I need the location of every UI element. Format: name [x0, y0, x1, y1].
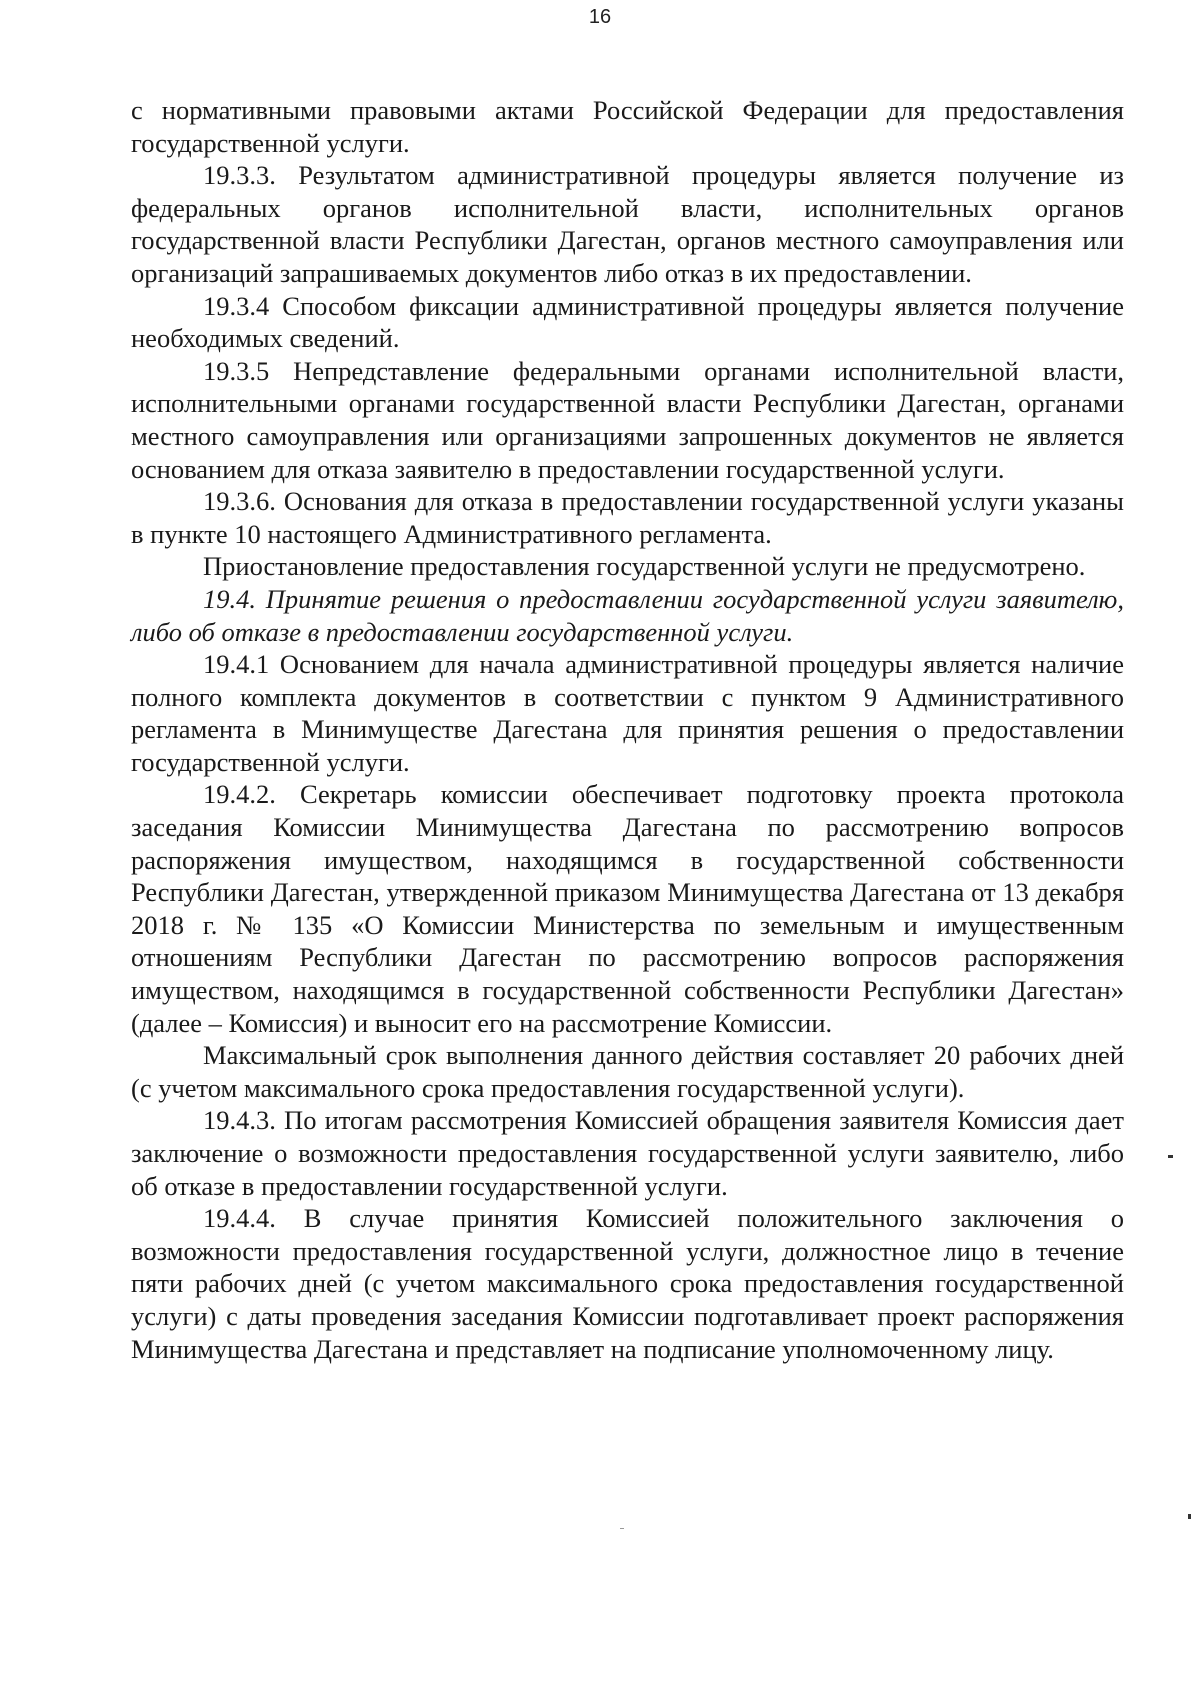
paragraph-suspension: Приостановление предоставления государственной услуги не предусмотрено.	[203, 551, 1086, 582]
paragraph-19-4-4: 19.4.4. В случае принятия Комиссией положительного заключения о возможности предоставления государственной услуги, должностное лицо в течение пяти рабочих дней (с учетом максимального срока предоставления государственной услуги) с даты проведения заседания Комиссии подготавливает проект распоряжения Минимущества Дагестана и представляет на подписание уполномоченному лицу.	[131, 1203, 1124, 1364]
paragraph-19-4-1: 19.4.1 Основанием для начала административной процедуры является наличие полного комплекта документов в соответствии с пунктом 9 Административного регламента в Минимуществе Дагестана для принятия решения о предоставлении государственной услуги.	[131, 649, 1124, 777]
paragraph-19-3-5: 19.3.5 Непредставление федеральными органами исполнительной власти, исполнительными органами государственной власти Республики Дагестан, органами местного самоуправления или организациями запрошенных документов не является основанием для отказа заявителю в предоставлении государственной услуги.	[131, 355, 1124, 484]
section-heading-19-4: 19.4. Принятие решения о предоставлении государственной услуги заявителю, либо об отказе в предоставлении государственной услуги.	[131, 583, 1124, 647]
paragraph-19-3-6: 19.3.6. Основания для отказа в предоставлении государственной услуги указаны в пункте 10 настоящего Административного регламента.	[131, 486, 1124, 549]
page-number: 16	[588, 6, 612, 28]
paragraph-19-4-2: 19.4.2. Секретарь комиссии обеспечивает подготовку проекта протокола заседания Комиссии Минимущества Дагестана по рассмотрению вопросов распоряжения имуществом, находящимся в государственной собственности Республики Дагестан, утвержденной приказом Минимущества Дагестана от 13 декабря 2018 г. № 135 «О Комиссии Министерства по земельным и имущественным отношениям Республики Дагестан по рассмотрению вопросов распоряжения имуществом, находящимся в государственной собственности Республики Дагестан» (далее – Комиссия) и выносит его на рассмотрение Комиссии.	[131, 779, 1124, 1038]
paragraph-1: с нормативными правовыми актами Российской Федерации для предоставления государственной услуги.	[131, 95, 1124, 158]
scan-speck	[620, 1528, 624, 1529]
paragraph-max-term: Максимальный срок выполнения данного действия составляет 20 рабочих дней (с учетом максимального срока предоставления государственной услуги).	[131, 1040, 1124, 1103]
paragraph-19-3-4: 19.3.4 Способом фиксации административной процедуры является получение необходимых сведений.	[131, 290, 1124, 354]
scan-speck	[1168, 1155, 1173, 1158]
paragraph-19-4-3: 19.4.3. По итогам рассмотрения Комиссией обращения заявителя Комиссия дает заключение о возможности предоставления государственной услуги заявителю, либо об отказе в предоставлении государственной услуги.	[131, 1105, 1124, 1201]
document-body	[131, 94, 1124, 1365]
paragraph-19-3-3: 19.3.3. Результатом административной процедуры является получение из федеральных органов исполнительной власти, исполнительных органов государственной власти Республики Дагестан, органов местного самоуправления или организаций запрашиваемых документов либо отказ в их предоставлении.	[131, 160, 1124, 288]
scan-speck	[1188, 1514, 1191, 1519]
